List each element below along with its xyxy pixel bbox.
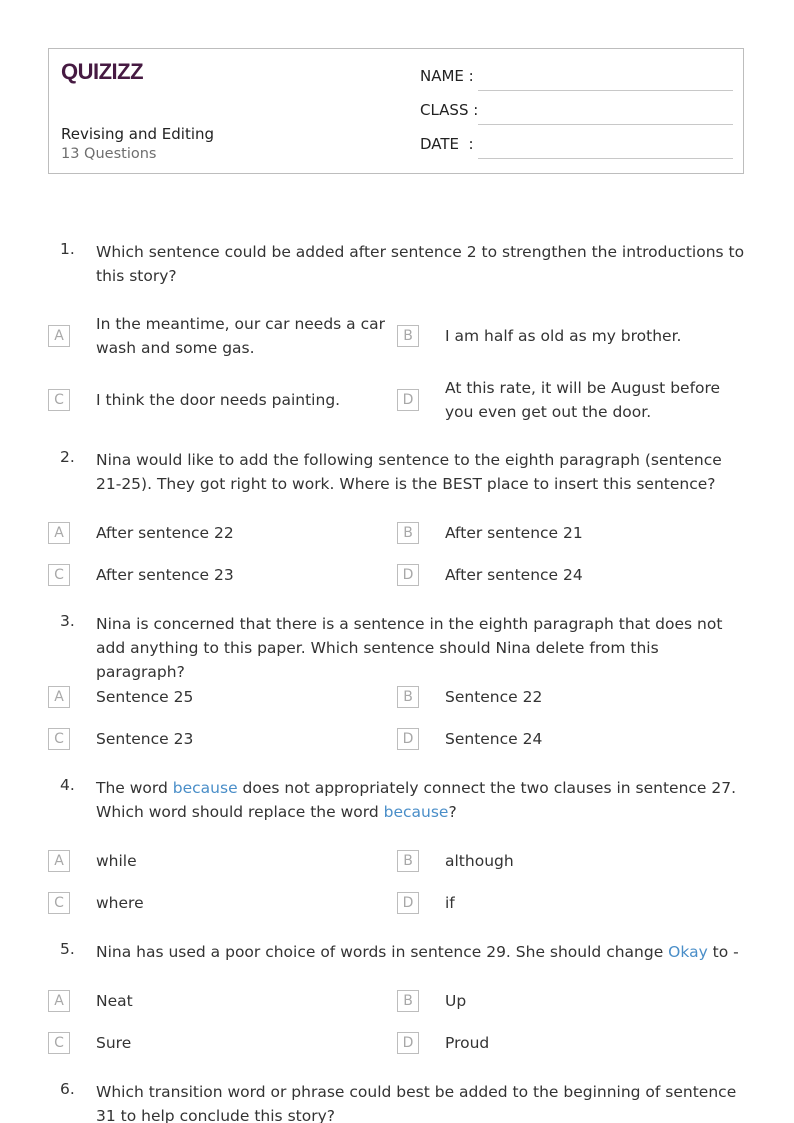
question-text: Nina is concerned that there is a sentence in the eighth paragraph that does not add anything to this paper. Which sentence should Nina delete from this paragraph? [96, 615, 723, 681]
option-text: Up [445, 992, 467, 1010]
option-text: After sentence 24 [445, 566, 583, 584]
option-letter: C [48, 389, 70, 411]
option-text: Proud [445, 1034, 490, 1052]
question-text [96, 776, 748, 824]
option-letter: C [48, 564, 70, 586]
option-text: Sentence 22 [445, 688, 543, 706]
question-6 [48, 1080, 748, 1123]
option-text: if [445, 894, 455, 912]
option-text: I am half as old as my brother. [445, 327, 682, 345]
text-segment: Nina has used a poor choice of words in sentence 29. She should change [96, 943, 669, 961]
question-number: 5. [60, 940, 75, 958]
question-text: Which sentence could be added after sentence 2 to strengthen the introductions to this story? [96, 243, 745, 285]
option-text: After sentence 22 [96, 524, 234, 542]
option-text: Sure [96, 1034, 132, 1052]
option-text: Sentence 23 [96, 730, 194, 748]
option-letter: B [397, 325, 419, 347]
class-line [478, 124, 733, 125]
option-letter: B [397, 850, 419, 872]
question-number: 1. [60, 240, 75, 258]
date-label: DATE : [420, 135, 474, 153]
option-text: while [96, 852, 137, 870]
class-label: CLASS : [420, 101, 479, 119]
option-letter: D [397, 389, 419, 411]
option-letter: B [397, 522, 419, 544]
option-letter: D [397, 728, 419, 750]
option-letter: A [48, 850, 70, 872]
question-text: Which transition word or phrase could best be added to the beginning of sentence 31 to help conclude this story? [96, 1083, 737, 1123]
name-line [478, 90, 733, 91]
keyword: because [172, 779, 238, 797]
option-letter: B [397, 686, 419, 708]
option-letter: D [397, 1032, 419, 1054]
question-number: 4. [60, 776, 75, 794]
quizizz-logo: QUIZIZZ [61, 59, 144, 84]
option-text: At this rate, it will be August before you even get out the door. [445, 379, 721, 421]
class-field [420, 101, 733, 125]
option-letter: A [48, 686, 70, 708]
name-label: NAME : [420, 67, 474, 85]
text-segment: The word [96, 779, 173, 797]
option-letter: D [397, 892, 419, 914]
question-text: Nina would like to add the following sentence to the eighth paragraph (sentence 21-25). They got right to work. Where is the BEST place to insert this sentence? [96, 451, 722, 493]
option-letter: A [48, 325, 70, 347]
question-number: 2. [60, 448, 75, 466]
option-letter: B [397, 990, 419, 1012]
option-text: Sentence 25 [96, 688, 194, 706]
worksheet-header [48, 48, 744, 174]
question-count: 13 Questions [61, 146, 157, 162]
text-segment: does not appropriately connect the two clauses in sentence 27. Which word should replace the word [96, 779, 737, 821]
question-number: 6. [60, 1080, 75, 1098]
keyword: because [383, 803, 449, 821]
option-letter: A [48, 990, 70, 1012]
option-text: Neat [96, 992, 133, 1010]
worksheet-title: Revising and Editing [61, 125, 215, 143]
option-text: I think the door needs painting. [96, 391, 341, 409]
name-field [420, 67, 733, 91]
option-text: although [445, 852, 514, 870]
keyword: Okay [668, 943, 708, 961]
date-field [420, 135, 733, 159]
option-text: In the meantime, our car needs a car wash and some gas. [96, 315, 385, 357]
option-letter: A [48, 522, 70, 544]
option-letter: C [48, 892, 70, 914]
option-text: After sentence 23 [96, 566, 234, 584]
option-letter: C [48, 728, 70, 750]
date-line [478, 158, 733, 159]
option-letter: D [397, 564, 419, 586]
question-number: 3. [60, 612, 75, 630]
option-text: After sentence 21 [445, 524, 583, 542]
option-text: where [96, 894, 144, 912]
text-segment: to - [707, 943, 739, 961]
question-text [96, 940, 748, 964]
text-segment: ? [448, 803, 457, 821]
option-text: Sentence 24 [445, 730, 543, 748]
option-letter: C [48, 1032, 70, 1054]
